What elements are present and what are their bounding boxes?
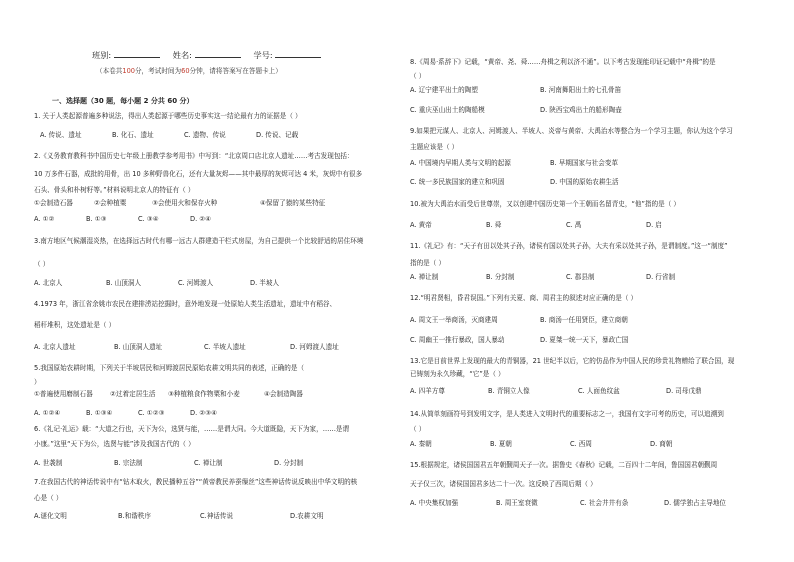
question-14: 14.从简单刻画符号到发明文字，是人类进入文明时代的重要标志之一，我国有文字可考的历史，可以追溯到 (410, 410, 724, 418)
q5-options: A. ①②④ B. ①③④ C. ①②③ D. ②③④ (34, 409, 218, 417)
class-blank[interactable] (114, 50, 160, 58)
question-2-line2: 10 万多件石器，成批的用骨，出 10 多种野兽化石，还有大量灰烬——其中最厚的灰烬可达 4 米，灰烬中有很多 (34, 170, 363, 178)
question-13: 13.它是目前世界上发现的最大的青铜器，21 世纪半以后，它的仿品作为中国人民的珍贵礼物赠给了联合国，现 (410, 357, 735, 365)
question-4: 4.1973 年，浙江省余姚市农民在建排涝站挖掘时，意外地发现一处原始人类生活遗址，遗址中有稻谷、 (34, 300, 337, 308)
question-3-line2: （ ） (34, 260, 50, 268)
question-8: 8.《周易·系辞下》记载，“黄帝、尧、舜……舟楫之利以济不通”。以下考古发现能印证记载中“舟楫”的是 (410, 58, 716, 66)
student-info-row (92, 50, 321, 59)
q9-options-row1: A. 中国境内早期人类与文明的起源 B. 早期国家与社会变革 (410, 159, 619, 167)
question-5-line2: ） (34, 378, 41, 386)
q5-statements: ①普遍使用磨制石器 ②过着定居生活 ③种植粮食作物粟和小麦 ④会制造陶器 (34, 390, 303, 398)
q8-options-row1: A. 辽宁建平出土的陶塑 B. 河南舞阳出土的七孔骨笛 (410, 86, 622, 94)
q1-options: A. 传说、遗址 B. 化石、遗址 C. 遗物、传说 D. 传说、记载 (40, 131, 299, 139)
question-9: 9.如果把元谋人、北京人、河姆渡人、半坡人、炎帝与黄帝、大禹治水等整合为一个学习主题，你认为这个学习 (410, 127, 733, 135)
q11-options: A. 禅让制 B. 分封制 C. 郡县制 D. 行省制 (410, 273, 676, 281)
score-value: 100 (122, 67, 135, 75)
exam-note: （本卷共100分，考试时间为60分钟，请将答案写在答题卡上） (96, 67, 282, 75)
id-label: 学号: (253, 50, 273, 60)
q12-options-row1: A. 周文王一举商汤，灭商建周 B. 商汤一任用贤臣，建立商朝 (410, 316, 628, 324)
question-9-line2: 主题应该是（ ） (410, 143, 459, 151)
question-4-line2: 稻秆堆积，这处遗址是（ ） (34, 321, 116, 329)
question-11-line2: 指的是（ ） (410, 259, 446, 267)
time-value: 60 (181, 67, 190, 75)
q12-options-row2: C. 周幽王一推行暴政，国人暴动 D. 夏桀一统一天下，暴政亡国 (410, 336, 629, 344)
q10-options: A. 黄帝 B. 舜 C. 禹 D. 启 (410, 221, 662, 229)
question-10: 10.被为大禹治水而受后世尊崇，又以创建中国历史第一个王朝而名留青史，“他”指的是（ ） (410, 200, 680, 208)
name-blank[interactable] (195, 50, 241, 58)
question-6: 6.《礼记·礼运》载：“大道之行也，天下为公，选贤与能，……是谓大同。今大道既隐，天下为家，……是谓 (34, 425, 350, 433)
question-2: 2.《义务教育教科书中国历史七年级上册教学参考用书》中写到：“北京周口店北京人遗址……考古发现包括： (34, 152, 354, 160)
question-15-line2: 天子仅三次，诸侯国国君多达二十一次。这反映了西周后期（ ） (410, 480, 597, 488)
section-title: 一、选择题（30 题，每小题 2 分共 60 分） (52, 97, 194, 105)
question-11: 11.《礼记》有：“天子有田以处其子孙，诸侯有国以处其子孙，大夫有采以处其子孙，是谓制度。”这一“制度” (410, 242, 728, 250)
question-12: 12.“明君贤相，昏君误国。”下列有关夏、商、周君主的叙述对应正确的是（ ） (410, 294, 638, 302)
question-3: 3.南方地区气候潮湿炎热，在选择远古时代有哪一远古人群建造干栏式房屋，为自己提供一个比较舒适的居住环境 (34, 237, 364, 245)
class-label: 班别: (92, 50, 112, 60)
question-6-line2: 小康。”这里“天下为公，选贤与能”涉及我国古代的（ ） (34, 440, 195, 448)
question-5: 5.我国原始农耕时期，下列关于半坡居民和河姆渡居民原始农耕文明共同的表述，正确的是（ (34, 364, 305, 372)
q3-options: A. 北京人 B. 山顶洞人 C. 河姆渡人 D. 半坡人 (34, 279, 280, 287)
q6-options: A. 世袭制 B. 宗法制 C. 禅让制 D. 分封制 (34, 459, 304, 467)
id-blank[interactable] (275, 50, 321, 58)
q7-options: A.谜化文明 B.和谐秩序 C.神话传说 D.农耕文明 (34, 512, 324, 520)
question-14-line2: （ ） (410, 425, 426, 433)
q13-options: A. 四羊方尊 B. 青铜立人像 C. 人面鱼纹盆 D. 司母戊鼎 (410, 387, 702, 395)
question-7: 7.在我国古代的神话传说中有“钻木取火，教民播种五谷”“黄帝教民养蚕缫丝”这些神话传说反映出中华文明的核 (34, 478, 358, 486)
name-label: 姓名: (172, 50, 192, 60)
q4-options: A. 北京人遗址 B. 山顶洞人遗址 C. 半坡人遗址 D. 河姆渡人遗址 (34, 343, 339, 351)
question-15: 15.根据规定，诸侯国国君五年朝觐周天子一次。据鲁史《春秋》记载，二百四十二年间，鲁国国君朝觐周 (410, 461, 718, 469)
q2-statements: ①会制造石器 ②会种植粟 ③会使用火和保存火种 ④保留了猿的某些特征 (34, 199, 326, 207)
question-8-line2: （ ） (410, 72, 426, 80)
question-2-line3: 石头、骨头和朴树籽等。”材料说明北京人的特征有（ ） (34, 186, 195, 194)
q14-options: A. 秦朝 B. 夏朝 C. 西周 D. 商朝 (410, 440, 673, 448)
q8-options-row2: C. 重庆巫山出土的陶船模 D. 陕西宝鸡出土的船形陶壶 (410, 106, 622, 114)
question-7-line2: 心是（ ） (34, 494, 63, 502)
q9-options-row2: C. 统一多民族国家的建立和巩固 D. 中国的原始农耕生活 (410, 178, 619, 186)
q2-options: A. ①② B. ①③ C. ③④ D. ②④ (34, 215, 212, 223)
q15-options: A. 中央集权加强 B. 周王室衰微 C. 社会井井有条 D. 儒学独占主导地位 (410, 499, 727, 507)
question-1: 1. 关于人类起源普遍多种说法，得出人类起源于哪些历史事实这一结论最有力的证据是（ ） (34, 112, 302, 120)
question-13-line2: 已铸刻为永久珍藏，“它”是（ ） (410, 370, 505, 378)
